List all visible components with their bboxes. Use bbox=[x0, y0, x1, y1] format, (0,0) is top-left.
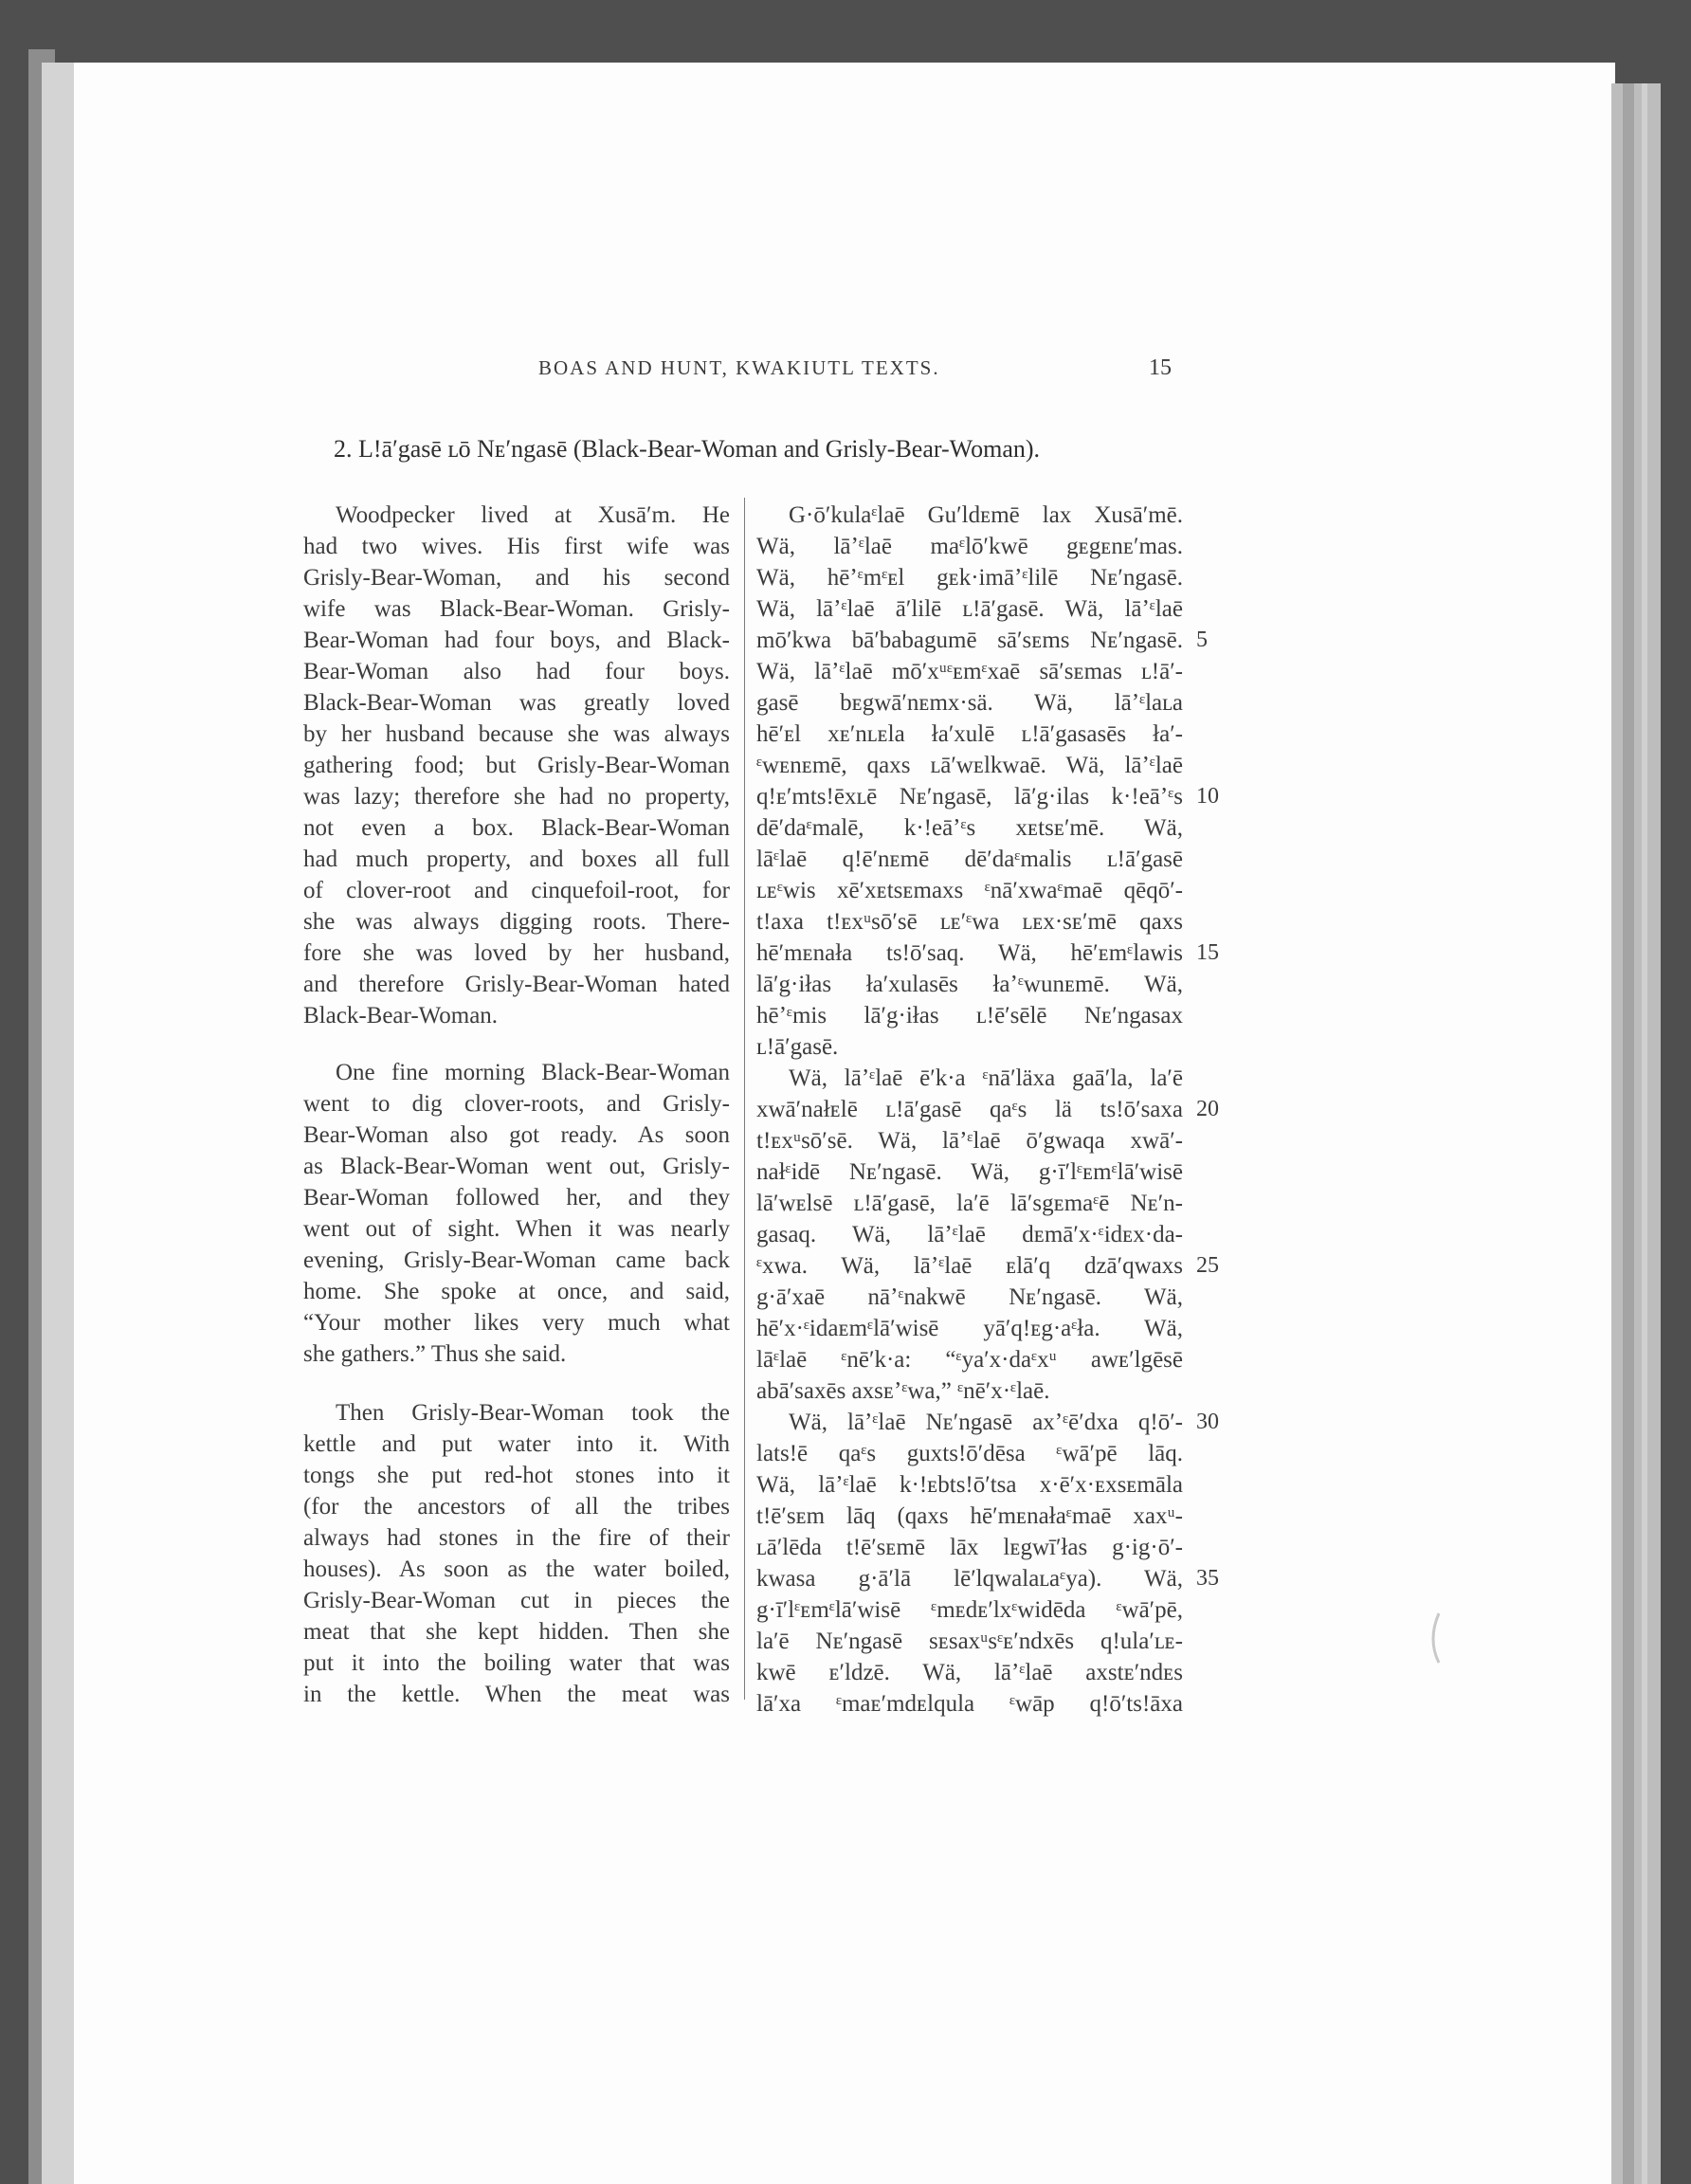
kwakiutl-line: hēʼᵋmis lā′g·iłas ʟ!ē′sēlē Nᴇ′ngasax bbox=[756, 1003, 1183, 1028]
kwakiutl-line: g·ā′xaē nāʼᵋnakwē Nᴇ′ngasē. Wä, bbox=[756, 1284, 1183, 1310]
english-line: she gathers.” Thus she said. bbox=[303, 1341, 567, 1367]
english-line: “Your mother likes very much what bbox=[303, 1310, 730, 1336]
english-line: houses). As soon as the water boiled, bbox=[303, 1556, 730, 1582]
kwakiutl-line: g·ī′lᵋᴇmᵋlā′wisē ᵋmᴇdᴇ′lxᵋwidēda ᵋwā′pē, bbox=[756, 1597, 1183, 1623]
english-line: always had stones in the fire of their bbox=[303, 1525, 730, 1551]
english-line: Bear-Woman also got ready. As soon bbox=[303, 1122, 730, 1148]
kwakiutl-line: lā′xa ᵋmaᴇ′mdᴇlqula ᵋwāp q!ō′ts!āxa bbox=[756, 1691, 1183, 1717]
kwakiutl-line: la′ē Nᴇ′ngasē sᴇsaxᵘsᵋᴇ′ndxēs q!ula′ʟᴇ- bbox=[756, 1629, 1183, 1654]
english-line: had two wives. His first wife was bbox=[303, 534, 730, 559]
english-line: evening, Grisly-Bear-Woman came back bbox=[303, 1247, 730, 1273]
running-head: BOAS AND HUNT, KWAKIUTL TEXTS. bbox=[538, 356, 940, 379]
kwakiutl-line: t!ᴇxᵘsō′sē. Wä, lāʼᵋlaē ō′gwaqa xwā′- bbox=[756, 1128, 1183, 1154]
page-number: 15 bbox=[1149, 355, 1172, 380]
kwakiutl-line: Wä, hēʼᵋmᵋᴇl gᴇk·imāʼᵋlilē Nᴇ′ngasē. bbox=[756, 565, 1183, 591]
kwakiutl-line: q!ᴇ′mts!ēxʟē Nᴇ′ngasē, lā′g·ilas k·!eāʼᵋs bbox=[756, 784, 1183, 810]
line-number: 35 bbox=[1196, 1566, 1219, 1591]
kwakiutl-line: lā′wᴇlsē ʟ!ā′gasē, la′ē lā′sgᴇmaᵋē Nᴇ′n- bbox=[756, 1191, 1183, 1216]
english-line: Bear-Woman also had four boys. bbox=[303, 659, 730, 684]
kwakiutl-line: ʟᴇᵋwis xē′xᴇtsᴇmaxs ᵋnā′xwaᵋmaē qēqō′- bbox=[756, 878, 1183, 903]
section-title: 2. L!ā′gasē ʟō Nᴇ′ngasē (Black-Bear-Woman and Grisly-Bear-Woman). bbox=[334, 435, 1041, 463]
kwakiutl-line: abā′saxēs axsᴇʼᵋwa,” ᵋnē′x·ᵋlaē. bbox=[756, 1378, 1050, 1404]
english-line: she was always digging roots. There- bbox=[303, 909, 730, 935]
english-line: not even a box. Black-Bear-Woman bbox=[303, 815, 730, 841]
english-line: went out of sight. When it was nearly bbox=[303, 1216, 730, 1242]
kwakiutl-line: Wä, lāʼᵋlaē mō′xᵘᵋᴇmᵋxaē sā′sᴇmas ʟ!ā′- bbox=[756, 659, 1183, 684]
english-line: was lazy; therefore she had no property, bbox=[303, 784, 730, 810]
english-line: had much property, and boxes all full bbox=[303, 846, 730, 872]
kwakiutl-line: lats!ē qaᵋs guxts!ō′dēsa ᵋwā′pē lāq. bbox=[756, 1441, 1183, 1466]
kwakiutl-line: t!axa t!ᴇxᵘsō′sē ʟᴇ′ᵋwa ʟᴇx·sᴇ′mē qaxs bbox=[756, 909, 1183, 935]
english-line: wife was Black-Bear-Woman. Grisly- bbox=[303, 596, 730, 622]
kwakiutl-line: ᵋwᴇnᴇmē, qaxs ʟā′wᴇlkwaē. Wä, lāʼᵋlaē bbox=[756, 753, 1183, 778]
kwakiutl-line: lāᵋlaē ᵋnē′k·a: “ᵋya′x·daᵋxᵘ awᴇ′lgēsē bbox=[756, 1347, 1183, 1373]
english-line: Bear-Woman had four boys, and Black- bbox=[303, 628, 730, 653]
english-line: as Black-Bear-Woman went out, Grisly- bbox=[303, 1154, 730, 1179]
kwakiutl-line: G·ō′kulaᵋlaē Gu′ldᴇmē lax Xusā′mē. bbox=[789, 502, 1183, 528]
english-line: gathering food; but Grisly-Bear-Woman bbox=[303, 753, 730, 778]
english-line: went to dig clover-roots, and Grisly- bbox=[303, 1091, 730, 1117]
kwakiutl-line: dē′daᵋmalē, k·!eāʼᵋs xᴇtsᴇ′mē. Wä, bbox=[756, 815, 1183, 841]
kwakiutl-line: Wä, lāʼᵋlaē maᵋlō′kwē gᴇgᴇnᴇ′mas. bbox=[756, 534, 1183, 559]
english-line: put it into the boiling water that was bbox=[303, 1650, 730, 1676]
kwakiutl-line: kwē ᴇ′ldzē. Wä, lāʼᵋlaē axstᴇ′ndᴇs bbox=[756, 1660, 1183, 1685]
kwakiutl-line: ʟ!ā′gasē. bbox=[756, 1034, 839, 1060]
english-line: in the kettle. When the meat was bbox=[303, 1682, 730, 1707]
kwakiutl-line: ʟā′lēda t!ē′sᴇmē lāx lᴇgwī′łas g·ig·ō′- bbox=[756, 1535, 1183, 1560]
english-line: Grisly-Bear-Woman cut in pieces the bbox=[303, 1588, 730, 1613]
english-line: fore she was loved by her husband, bbox=[303, 940, 730, 966]
english-line: by her husband because she was always bbox=[303, 721, 730, 747]
kwakiutl-line: hē′ᴇl xᴇ′nʟᴇla ła′xulē ʟ!ā′gasasēs ła′- bbox=[756, 721, 1183, 747]
line-number: 25 bbox=[1196, 1253, 1219, 1278]
english-line: (for the ancestors of all the tribes bbox=[303, 1494, 730, 1520]
column-divider bbox=[744, 498, 745, 1700]
kwakiutl-line: lā′g·iłas ła′xulasēs łaʼᵋwunᴇmē. Wä, bbox=[756, 972, 1183, 997]
english-line: Grisly-Bear-Woman, and his second bbox=[303, 565, 730, 591]
kwakiutl-line: Wä, lāʼᵋlaē ē′k·a ᵋnā′läxa gaā′la, la′ē bbox=[789, 1065, 1183, 1091]
kwakiutl-line: mō′kwa bā′babagumē sā′sᴇms Nᴇ′ngasē. bbox=[756, 628, 1183, 653]
english-line: of clover-root and cinquefoil-root, for bbox=[303, 878, 730, 903]
english-line: and therefore Grisly-Bear-Woman hated bbox=[303, 972, 730, 997]
english-line: One fine morning Black-Bear-Woman bbox=[336, 1060, 730, 1085]
english-line: Then Grisly-Bear-Woman took the bbox=[336, 1400, 730, 1426]
line-number: 20 bbox=[1196, 1097, 1219, 1121]
kwakiutl-line: Wä, lāʼᵋlaē k·!ᴇbts!ō′tsa x·ē′x·ᴇxsᴇmāla bbox=[756, 1472, 1183, 1498]
kwakiutl-line: lāᵋlaē q!ē′nᴇmē dē′daᵋmalis ʟ!ā′gasē bbox=[756, 846, 1183, 872]
kwakiutl-line: gasē bᴇgwā′nᴇmx·sä. Wä, lāʼᵋlaʟa bbox=[756, 690, 1183, 716]
kwakiutl-line: t!ē′sᴇm lāq (qaxs hē′mᴇnałaᵋmaē xaxᵘ- bbox=[756, 1503, 1183, 1529]
kwakiutl-line: Wä, lāʼᵋlaē Nᴇ′ngasē axʼᵋē′dxa q!ō′- bbox=[789, 1410, 1183, 1435]
english-line: home. She spoke at once, and said, bbox=[303, 1279, 730, 1304]
line-number: 10 bbox=[1196, 784, 1219, 809]
kwakiutl-line: Wä, lāʼᵋlaē ā′lilē ʟ!ā′gasē. Wä, lāʼᵋlaē bbox=[756, 596, 1183, 622]
kwakiutl-line: hē′x·ᵋidaᴇmᵋlā′wisē yā′q!ᴇg·aᵋła. Wä, bbox=[756, 1316, 1183, 1341]
english-line: meat that she kept hidden. Then she bbox=[303, 1619, 730, 1645]
english-line: Black-Bear-Woman was greatly loved bbox=[303, 690, 730, 716]
kwakiutl-line: ᵋxwa. Wä, lāʼᵋlaē ᴇlā′q dzā′qwaxs bbox=[756, 1253, 1183, 1279]
english-line: tongs she put red-hot stones into it bbox=[303, 1463, 730, 1488]
line-number: 15 bbox=[1196, 940, 1219, 965]
line-number: 30 bbox=[1196, 1410, 1219, 1434]
kwakiutl-line: xwā′nałᴇlē ʟ!ā′gasē qaᵋs lä ts!ō′saxa bbox=[756, 1097, 1183, 1122]
kwakiutl-line: hē′mᴇnała ts!ō′saq. Wä, hē′ᴇmᵋlawis bbox=[756, 940, 1183, 966]
english-line: Black-Bear-Woman. bbox=[303, 1003, 499, 1028]
kwakiutl-line: gasaq. Wä, lāʼᵋlaē dᴇmā′x·ᵋidᴇx·da- bbox=[756, 1222, 1183, 1247]
kwakiutl-line: kwasa g·ā′lā lē′lqwalaʟaᵋya). Wä, bbox=[756, 1566, 1183, 1592]
english-line: kettle and put water into it. With bbox=[303, 1431, 730, 1457]
line-number: 5 bbox=[1196, 628, 1208, 652]
english-line: Bear-Woman followed her, and they bbox=[303, 1185, 730, 1210]
english-line: Woodpecker lived at Xusā′m. He bbox=[336, 502, 730, 528]
kwakiutl-line: nałᵋidē Nᴇ′ngasē. Wä, g·ī′lᵋᴇmᵋlā′wisē bbox=[756, 1159, 1183, 1185]
